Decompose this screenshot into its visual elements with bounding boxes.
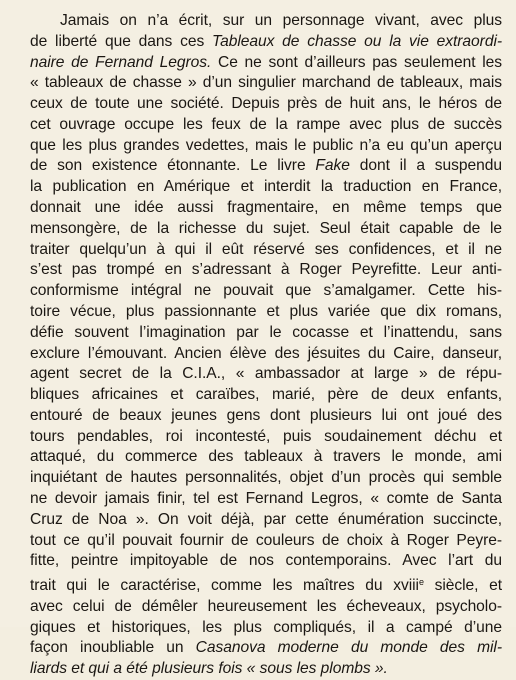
- italic-run: Tableaux de chasse ou la vie extraordi-: [212, 32, 502, 50]
- text-run: Cruz de Noa ». On voit déjà, par cette énumération succincte,: [30, 510, 502, 528]
- text-run: trait qui le caractérise, comme les maîtres du xviii: [30, 577, 419, 595]
- text-line: [30, 468, 502, 489]
- text-line: [30, 260, 502, 281]
- text-run: tours pendables, roi incontesté, puis soudainement déchu et: [30, 427, 502, 445]
- text-run: siècle, et: [423, 577, 502, 595]
- text-run: attaqué, du commerce des tableaux à travers le monde, ami: [30, 448, 502, 466]
- text-line: [30, 364, 502, 385]
- text-run: inquiétant de hautes personnalités, objet d’un procès qui semble: [30, 469, 502, 487]
- text-line: [30, 406, 502, 427]
- text-line: [30, 302, 502, 323]
- text-line: [30, 136, 502, 157]
- text-line: [30, 115, 502, 136]
- text-line: [30, 32, 502, 53]
- text-line: [30, 447, 502, 468]
- text-run: ceux de toute une société. Depuis près de huit ans, le héros de: [30, 95, 502, 113]
- text-run: de liberté que dans ces: [30, 32, 213, 50]
- text-line: [30, 198, 502, 219]
- text-line: [30, 281, 502, 302]
- text-run: agent secret de la C.I.A., « ambassador at large » de répu-: [30, 365, 502, 383]
- text-line: [30, 219, 502, 240]
- text-run: cet ouvrage occupe les feux de la rampe avec plus de succès: [30, 115, 502, 133]
- text-line: [30, 344, 502, 365]
- text-run: giques et historiques, les plus compliqués, il a campé d’une: [30, 618, 502, 636]
- text-line: [30, 572, 502, 597]
- text-run: avec celui de démêler heureusement les écheveaux, psycholo-: [30, 597, 502, 615]
- text-line: [30, 73, 502, 94]
- text-run: Ce ne sont d’ailleurs pas seulement les: [211, 53, 502, 71]
- italic-run: Fake: [315, 157, 350, 175]
- italic-run: Casanova moderne du monde des mil-: [195, 639, 502, 657]
- text-line: [30, 53, 502, 74]
- text-line: [30, 659, 502, 680]
- text-run: dont il a suspendu: [349, 157, 502, 175]
- text-line: [30, 551, 502, 572]
- text-run: de son existence étonnante. Le livre: [30, 157, 316, 175]
- text-run: Jamais on n’a écrit, sur un personnage vivant, avec plus: [60, 12, 502, 29]
- text-run: la publication en Amérique et interdit la traduction en France,: [30, 178, 502, 196]
- text-line: [30, 240, 502, 261]
- text-line: [30, 510, 502, 531]
- superscript-run: e: [418, 577, 424, 588]
- text-run: mensongère, de la richesse du sujet. Seul était capable de le: [30, 219, 502, 237]
- text-run: s’est pas trompé en s’adressant à Roger Peyrefitte. Leur anti-: [30, 261, 502, 279]
- text-run: façon inoubliable un: [30, 639, 196, 657]
- text-line: [30, 531, 502, 552]
- text-run: entouré de beaux jeunes gens dont plusieurs lui ont joué des: [30, 406, 502, 424]
- text-line: [30, 638, 502, 659]
- text-line: [30, 94, 502, 115]
- text-run: défie souvent l’imagination par le cocasse et l’inattendu, sans: [30, 323, 502, 341]
- text-run: conformisme intégral ne pouvait que s’amalgamer. Cette his-: [30, 282, 502, 300]
- text-line: [30, 177, 502, 198]
- text-line: [30, 618, 502, 639]
- text-run: que les plus grandes vedettes, mais le public n’a eu qu’un aperçu: [30, 136, 502, 154]
- text-run: ne devoir jamais finir, tel est Fernand Legros, « comte de Santa: [30, 489, 502, 507]
- text-run: tout ce qu’il pouvait fournir de couleurs de choix à Roger Peyre-: [30, 531, 502, 549]
- text-line: [30, 156, 502, 177]
- text-run: exclure l’émouvant. Ancien élève des jésuites du Caire, danseur,: [30, 344, 502, 362]
- text-run: traiter quelqu’un à qui il eût réservé ses confidences, et il ne: [30, 240, 502, 258]
- text-run: fitte, peintre impitoyable de nos contemporains. Avec l’art du: [30, 552, 502, 570]
- body-paragraph: [30, 11, 502, 680]
- text-line: [30, 11, 502, 32]
- text-line: [30, 489, 502, 510]
- text-run: bliques africaines et caraïbes, marié, père de deux enfants,: [30, 386, 502, 404]
- italic-run: liards et qui a été plusieurs fois « sous les plombs ».: [30, 660, 388, 678]
- text-run: « tableaux de chasse » d’un singulier marchand de tableaux, mais: [30, 74, 502, 92]
- text-line: [30, 385, 502, 406]
- text-run: toire vécue, plus passionnante et plus variée que dix romans,: [30, 302, 502, 320]
- text-line: [30, 427, 502, 448]
- text-line: [30, 323, 502, 344]
- italic-run: naire de Fernand Legros.: [30, 53, 212, 71]
- text-run: donnait une idée aussi fragmentaire, en même temps que: [30, 199, 502, 217]
- text-line: [30, 597, 502, 618]
